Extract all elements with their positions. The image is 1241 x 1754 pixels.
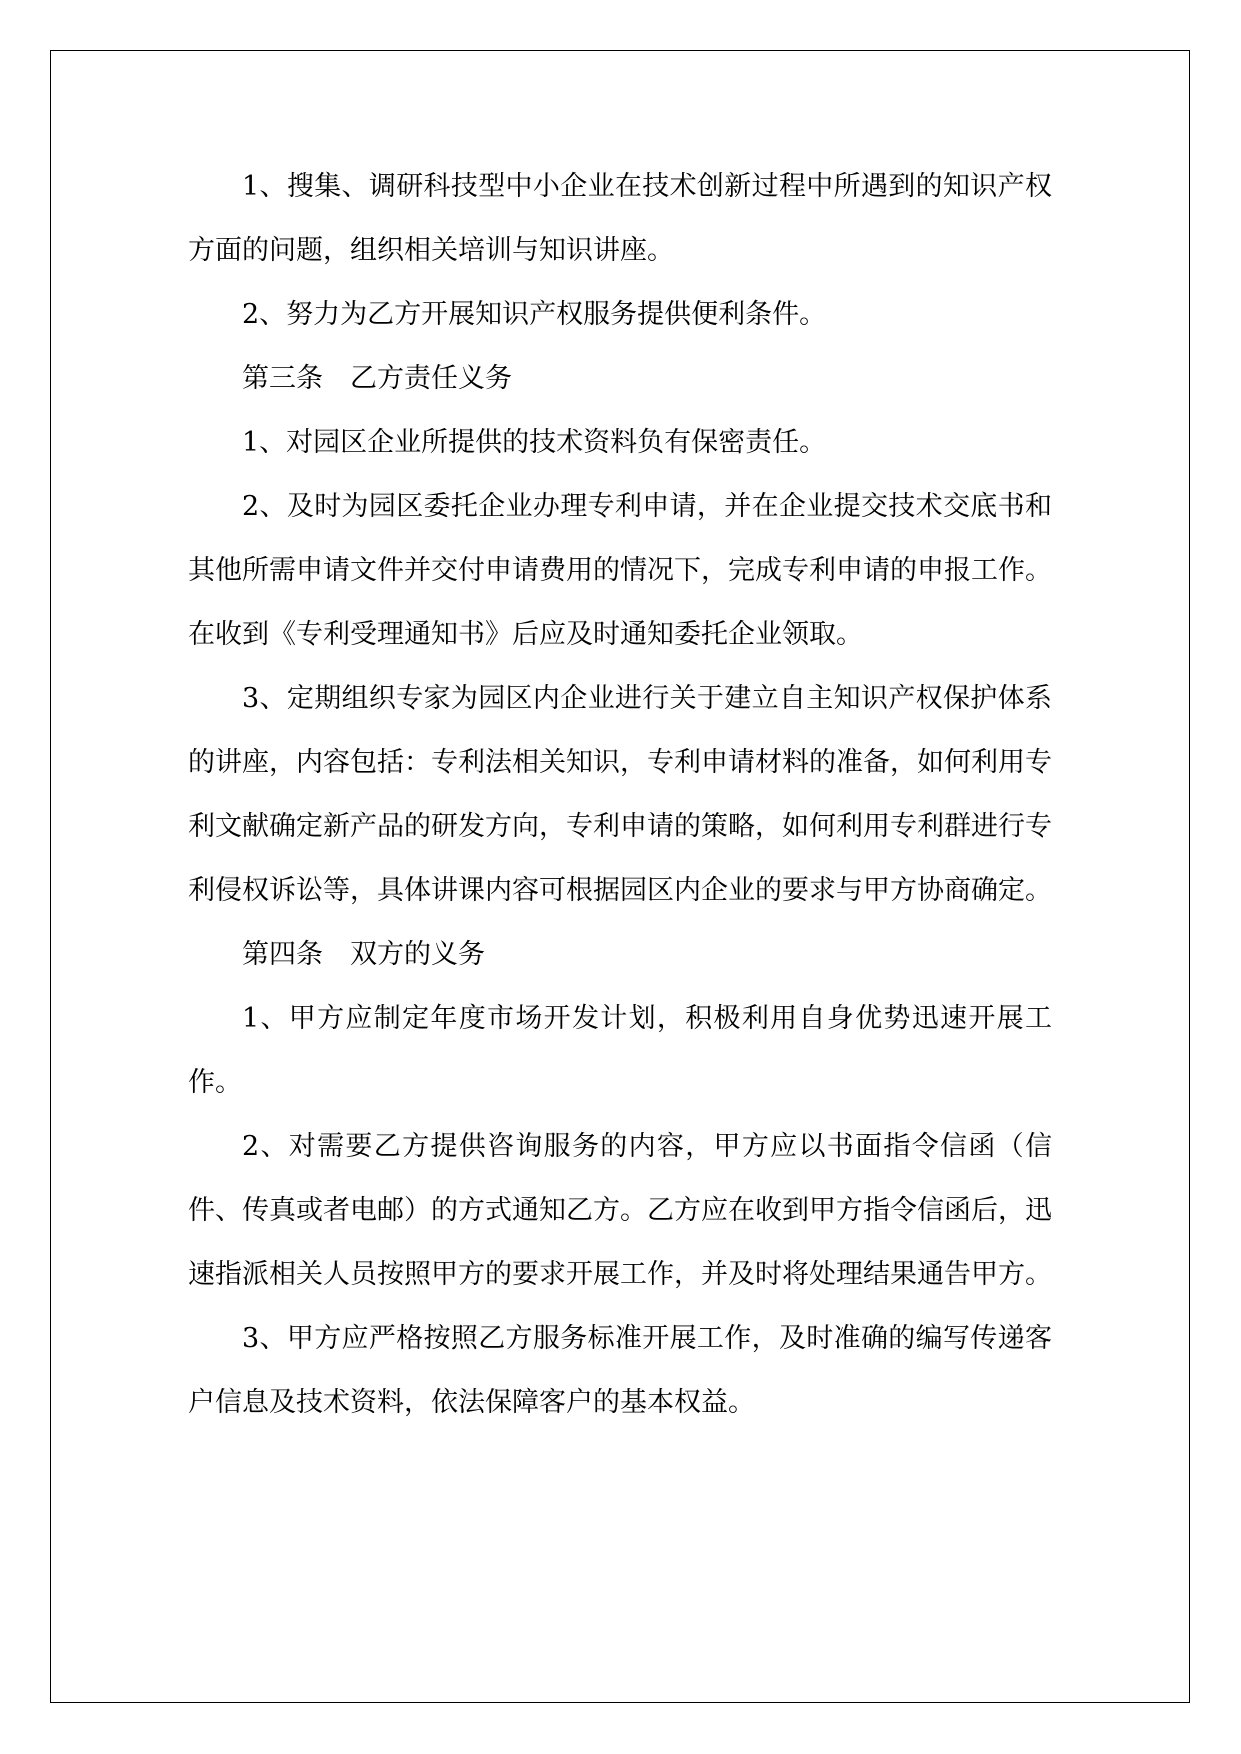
paragraph-mutual-item-1: 1、甲方应制定年度市场开发计划，积极利用自身优势迅速开展工作。 <box>188 1003 1052 1098</box>
paragraph-party-b-item-2: 2、及时为园区委托企业办理专利申请，并在企业提交技术交底书和其他所需申请文件并交付申请费用的情况下，完成专利申请的申报工作。在收到《专利受理通知书》后应及时通知委托企业领取。 <box>188 491 1052 650</box>
document-body <box>188 155 1052 1435</box>
heading-article-3: 第三条 乙方责任义务 <box>242 363 512 394</box>
paragraph-party-b-item-1: 1、对园区企业所提供的技术资料负有保密责任。 <box>242 427 827 458</box>
paragraph-mutual-item-2: 2、对需要乙方提供咨询服务的内容，甲方应以书面指令信函（信件、传真或者电邮）的方式通知乙方。乙方应在收到甲方指令信函后，迅速指派相关人员按照甲方的要求开展工作，并及时将处理结果通告甲方。 <box>188 1131 1052 1290</box>
paragraph-party-b-item-3: 3、定期组织专家为园区内企业进行关于建立自主知识产权保护体系的讲座，内容包括：专利法相关知识，专利申请材料的准备，如何利用专利文献确定新产品的研发方向，专利申请的策略，如何利用专利群进行专利侵权诉讼等，具体讲课内容可根据园区内企业的要求与甲方协商确定。 <box>188 683 1052 906</box>
paragraph-mutual-item-3: 3、甲方应严格按照乙方服务标准开展工作，及时准确的编写传递客户信息及技术资料，依法保障客户的基本权益。 <box>188 1323 1052 1418</box>
heading-article-4: 第四条 双方的义务 <box>242 939 485 970</box>
paragraph-party-a-item-1: 1、搜集、调研科技型中小企业在技术创新过程中所遇到的知识产权方面的问题，组织相关培训与知识讲座。 <box>188 171 1052 266</box>
paragraph-party-a-item-2: 2、努力为乙方开展知识产权服务提供便利条件。 <box>242 299 827 330</box>
